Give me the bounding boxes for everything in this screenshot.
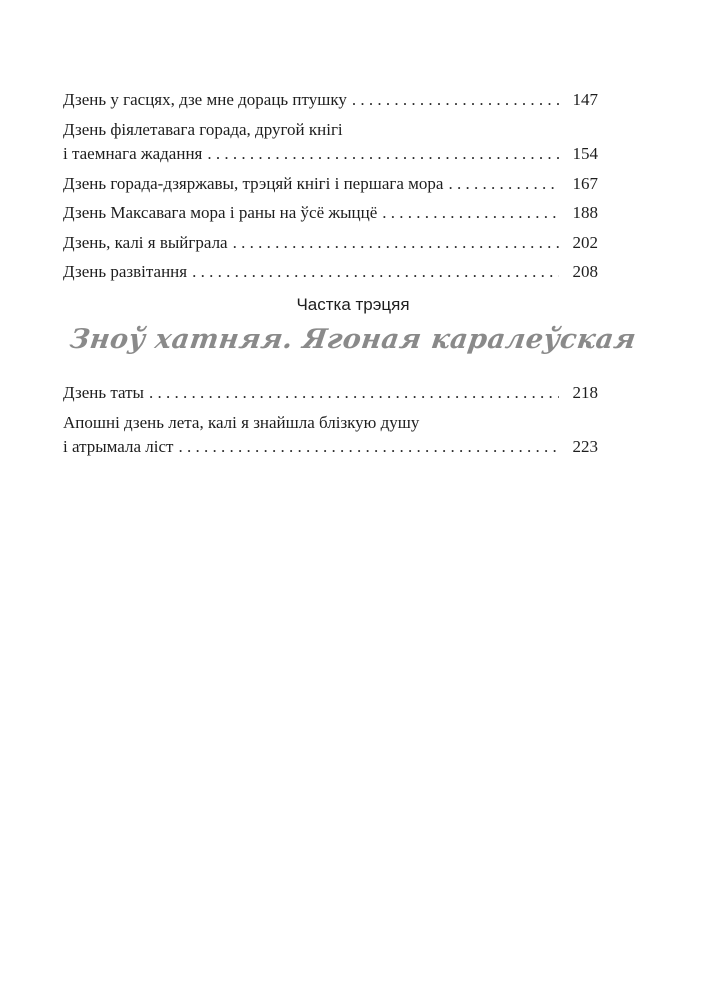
dot-leader: [233, 231, 559, 256]
dot-leader: [192, 260, 559, 285]
toc-entry-line: [63, 118, 598, 143]
toc-entry-title: Дзень фіялетавага горада, другой кнігі: [63, 119, 343, 139]
toc-entry-line: [63, 172, 598, 197]
toc-entry: [63, 118, 598, 167]
dot-leader: [352, 88, 559, 113]
toc-entry-title: Дзень у гасцях, дзе мне дораць птушку: [63, 90, 347, 109]
toc-entry-line: [63, 435, 598, 460]
toc-entry-line: [63, 260, 598, 285]
part-label: Частка трэцяя: [296, 295, 410, 314]
toc-entry-title: Дзень таты: [63, 383, 144, 402]
toc-page-number: 154: [572, 144, 598, 163]
toc-entry: [63, 260, 598, 285]
toc-entry: [63, 88, 598, 113]
toc-entry: [63, 172, 598, 197]
toc-page-number: 147: [572, 90, 598, 109]
toc-entry-title: Дзень развітання: [63, 262, 188, 281]
toc-entry-title-continued: і атрымала ліст: [63, 437, 174, 456]
toc-entry-line: [63, 231, 598, 256]
toc-page-number: 167: [572, 173, 598, 193]
toc-entry-title-continued: і таемнага жадання: [63, 144, 203, 163]
toc-entry-line: [63, 411, 598, 436]
dot-leader: [207, 142, 559, 167]
toc-page-number: 223: [572, 437, 598, 456]
toc-entry-line: [63, 381, 598, 406]
toc-section-b: [63, 381, 598, 460]
toc-entry-title: Дзень Максавага мора і раны на ўсё жыццё: [63, 203, 378, 222]
toc-page-number: 188: [572, 203, 598, 222]
toc-entry-title: Дзень горада-дзяржавы, трэцяй кнігі і першага мора: [63, 173, 444, 193]
dot-leader: [149, 381, 559, 406]
toc-page-number: 218: [572, 383, 598, 402]
toc-entry: [63, 231, 598, 256]
toc-entry: [63, 381, 598, 406]
dot-leader: [382, 201, 559, 226]
toc-entry-title: Апошні дзень лета, калі я знайшла блізкую душу: [63, 412, 420, 432]
part-title: Зноў хатняя. Ягоная каралеўская: [67, 324, 639, 355]
toc-section-a: [63, 88, 598, 285]
toc-entry-line: [63, 142, 598, 167]
dot-leader: [178, 435, 559, 460]
toc-entry-line: [63, 201, 598, 226]
toc-entry: [63, 411, 598, 460]
toc-entry-line: [63, 88, 598, 113]
toc-entry-title: Дзень, калі я выйграла: [63, 232, 228, 252]
toc-entry: [63, 201, 598, 226]
toc-page-number: 208: [572, 262, 598, 281]
toc-page-number: 202: [572, 232, 598, 252]
dot-leader: [448, 172, 559, 197]
